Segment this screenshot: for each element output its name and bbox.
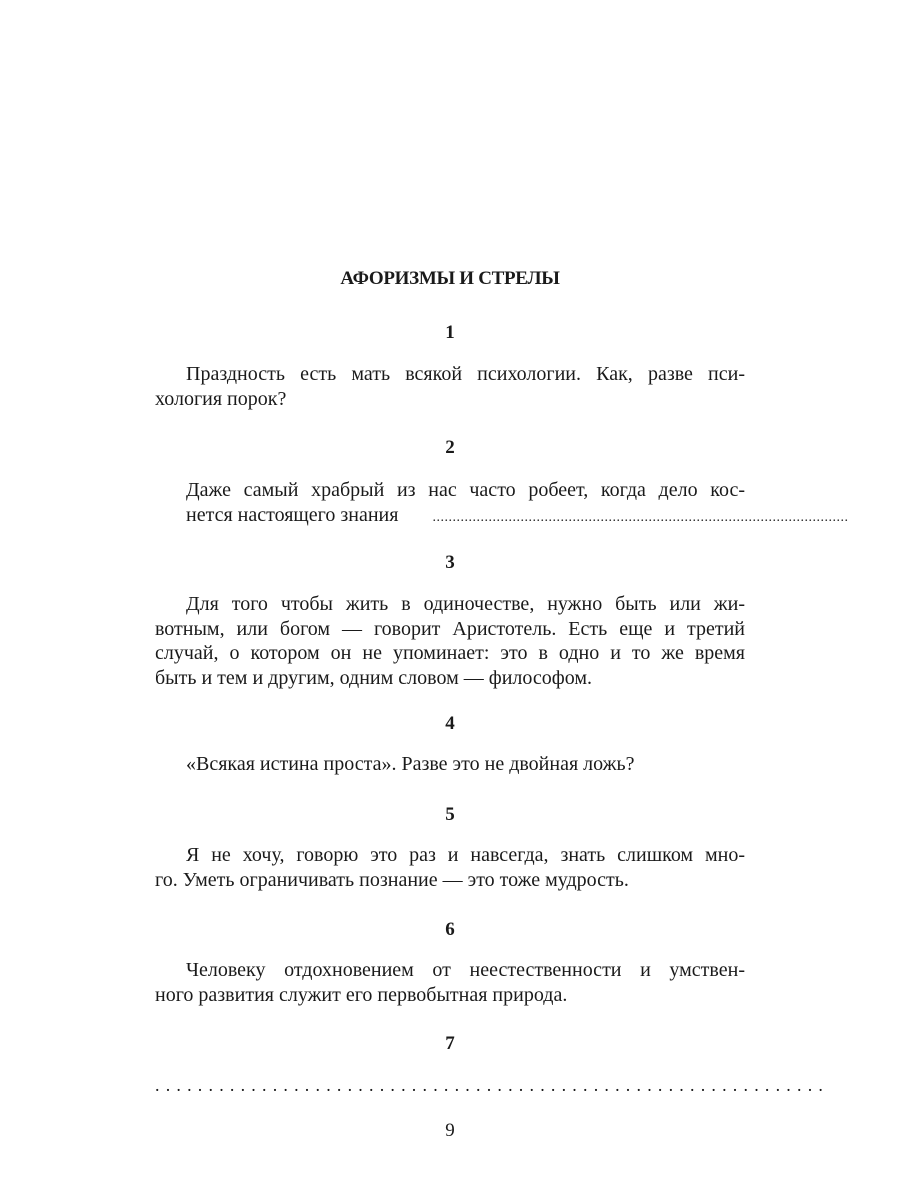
- aphorism-2-line-2-wrap: [155, 503, 849, 531]
- aphorism-5-line-2: го. Уметь ограничивать познание — это тоже мудрость.: [155, 868, 629, 891]
- aphorism-1-line-2: хология порок?: [155, 387, 287, 410]
- aphorism-text-5: [155, 843, 745, 892]
- aphorism-2-trailing-dots: ........................................................................................................: [432, 509, 849, 525]
- aphorism-number-7: 7: [445, 1033, 455, 1054]
- aphorism-3-line-4: быть и тем и другим, одним словом — философом.: [155, 666, 592, 689]
- aphorism-number-5: 5: [445, 804, 455, 825]
- chapter-title: АФОРИЗМЫ И СТРЕЛЫ: [340, 268, 560, 289]
- aphorism-3-line-1: Для того чтобы жить в одиночестве, нужно быть или жи-: [186, 593, 745, 615]
- aphorism-text-2: [155, 478, 849, 530]
- aphorism-3-line-3: случай, о котором он не упоминает: это в одно и то же время: [155, 642, 745, 664]
- aphorism-number-3: 3: [445, 552, 455, 573]
- aphorism-text-4: [155, 752, 745, 777]
- aphorism-number-2: 2: [445, 437, 455, 458]
- aphorism-4-line-1: «Всякая истина проста». Разве это не двойная ложь?: [186, 753, 635, 775]
- aphorism-3-line-2: вотным, или богом — говорит Аристотель. Есть еще и третий: [155, 617, 745, 640]
- aphorism-6-line-2: ного развития служит его первобытная природа.: [155, 983, 568, 1006]
- aphorism-number-4: 4: [445, 713, 455, 734]
- aphorism-number-6: 6: [445, 919, 455, 940]
- aphorism-2-line-1: Даже самый храбрый из нас часто робеет, когда дело кос-: [186, 479, 745, 501]
- aphorism-text-3: [155, 592, 745, 690]
- aphorism-number-1: 1: [445, 322, 455, 343]
- aphorism-1-line-1: Праздность есть мать всякой психологии. Как, разве пси-: [186, 363, 745, 385]
- aphorism-text-6: [155, 958, 745, 1007]
- omitted-text-separator: ...............................................................: [155, 1075, 830, 1095]
- aphorism-5-line-1: Я не хочу, говорю это раз и навсегда, знать слишком мно-: [186, 844, 745, 866]
- page-number: 9: [445, 1120, 455, 1141]
- aphorism-text-1: [155, 362, 745, 411]
- aphorism-6-line-1: Человеку отдохновением от неестественности и умствен-: [186, 959, 745, 981]
- aphorism-2-line-2: нется настоящего знания: [186, 503, 399, 526]
